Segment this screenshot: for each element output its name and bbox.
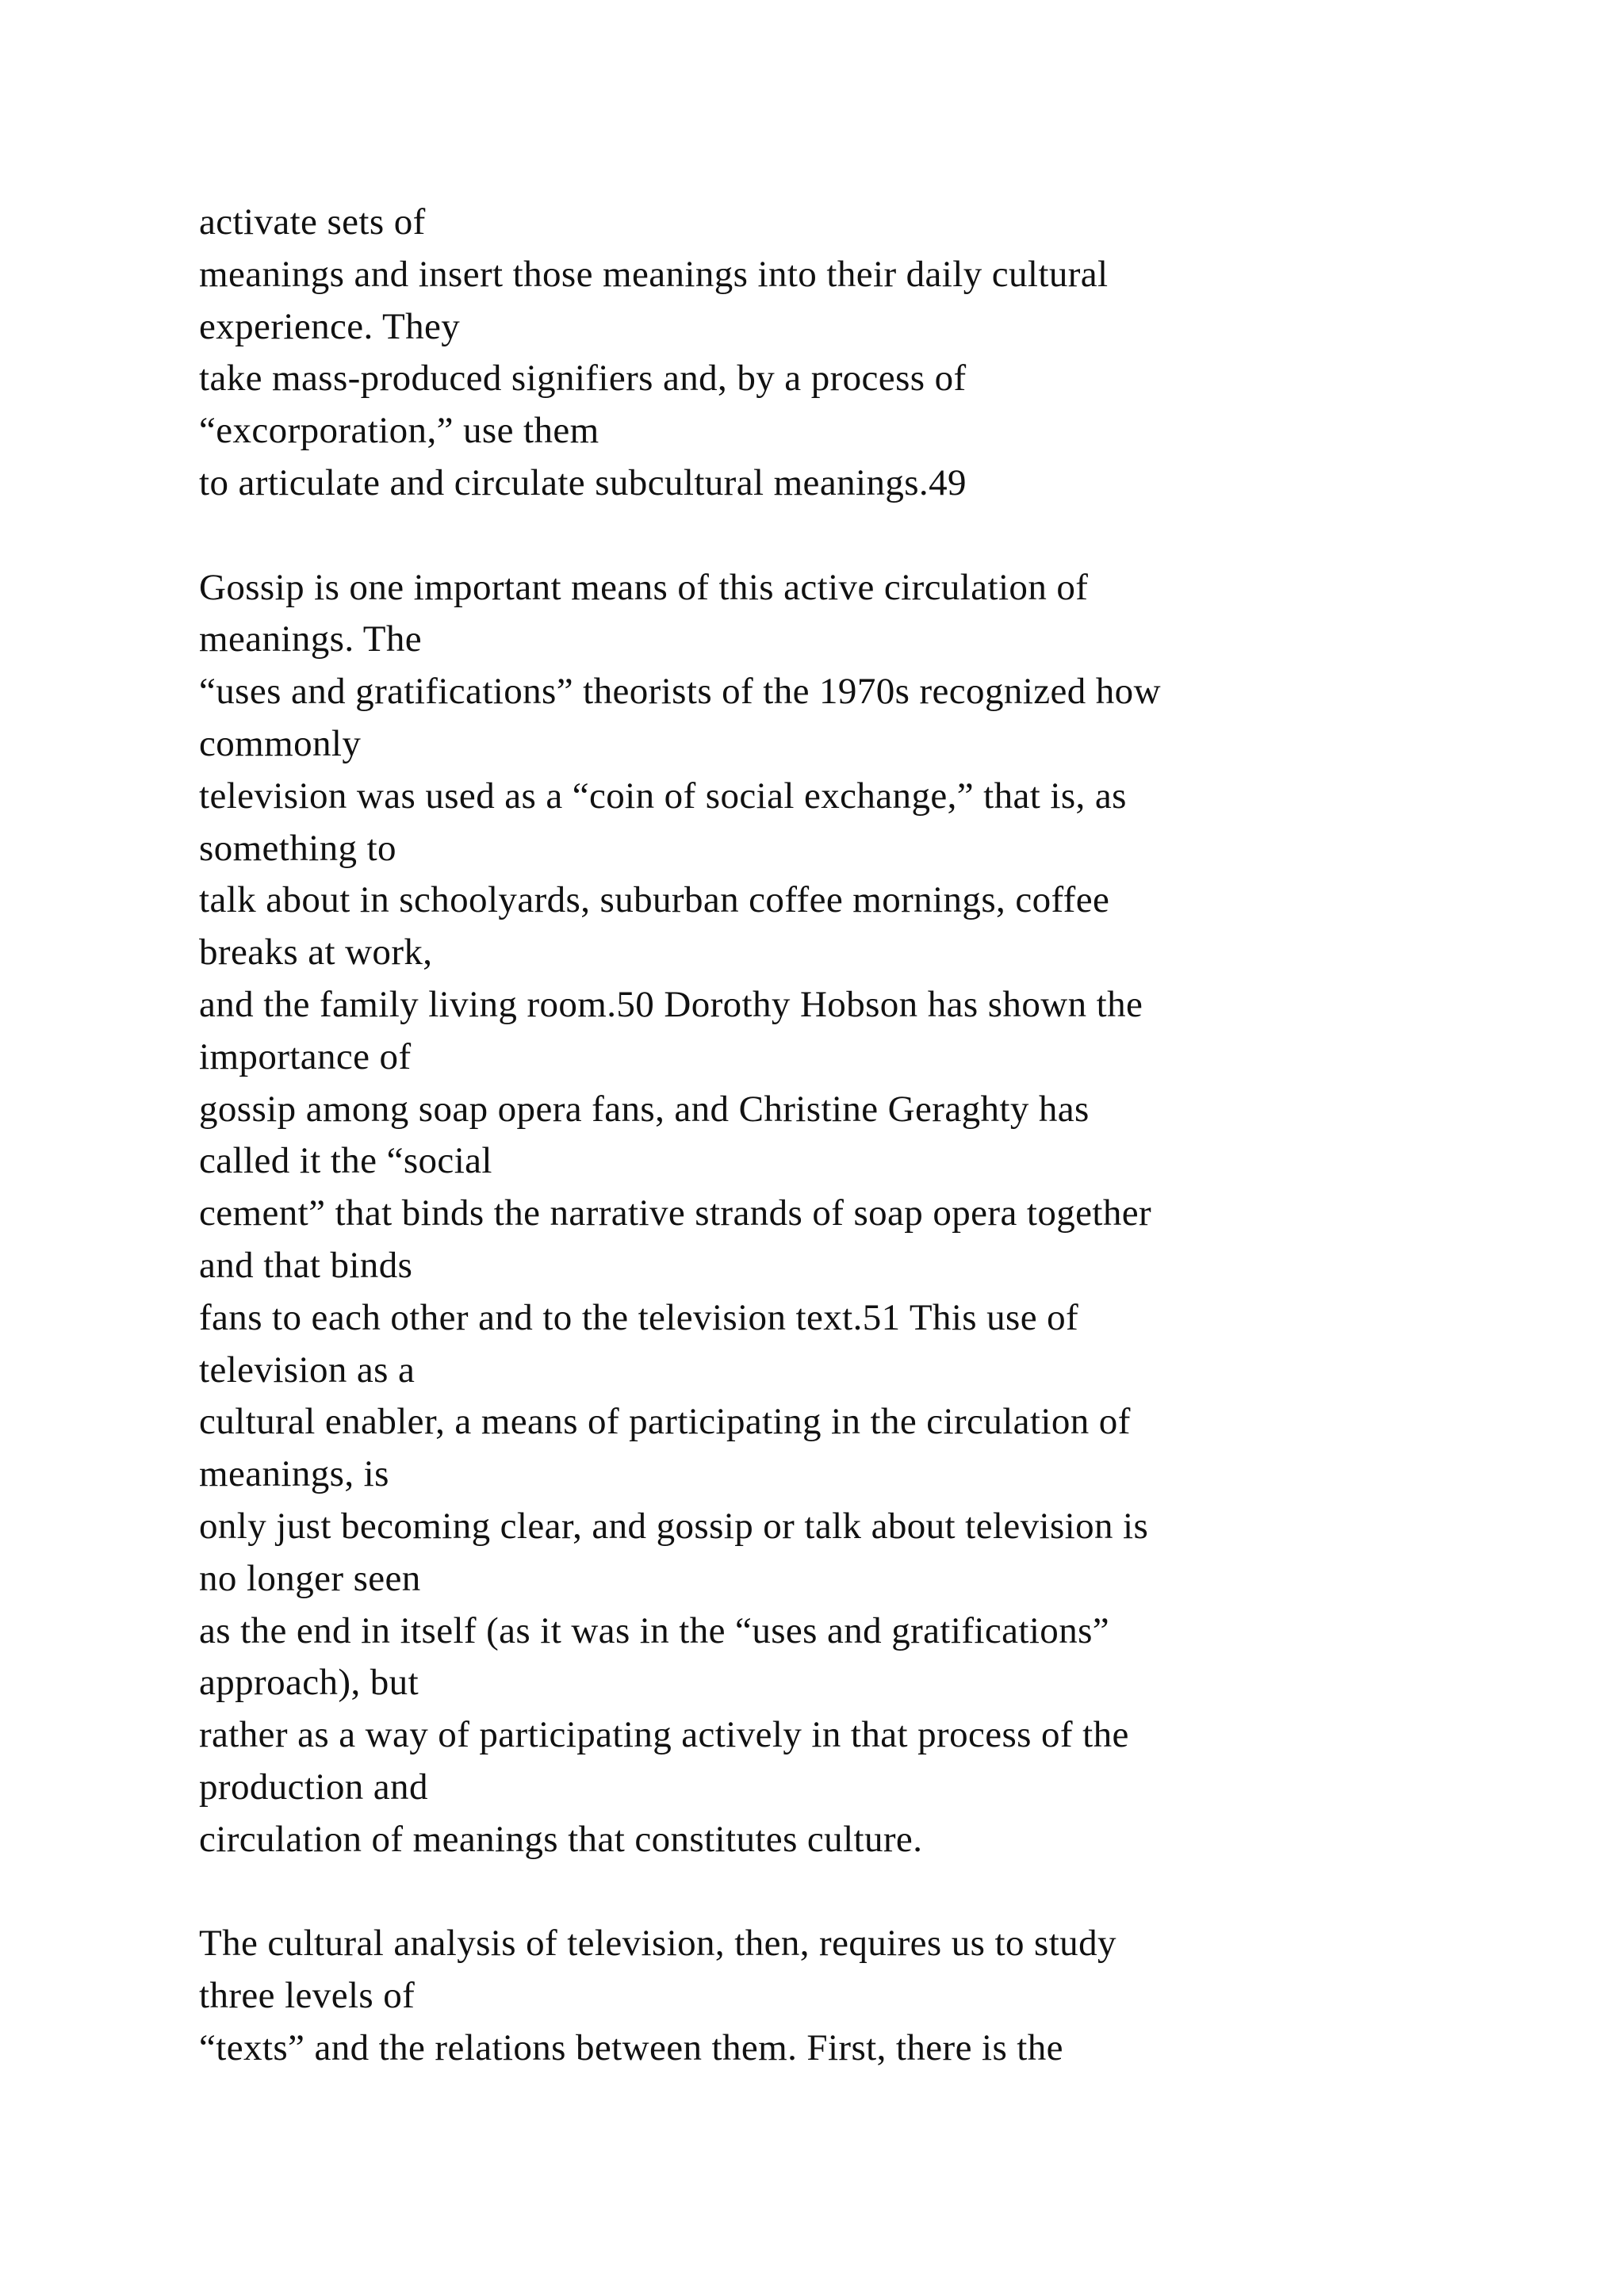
text-line: importance of: [199, 1035, 412, 1077]
text-line: meanings and insert those meanings into their daily cultural: [199, 253, 1109, 295]
paragraph-gap: [199, 510, 1563, 562]
text-line: rather as a way of participating actively in that process of the: [199, 1714, 1129, 1756]
paragraph-1: [199, 197, 1563, 510]
paragraph-3: [199, 1918, 1563, 2074]
text-line: television was used as a “coin of social exchange,” that is, as: [199, 775, 1127, 817]
text-line: cement” that binds the narrative strands of soap opera together: [199, 1192, 1152, 1234]
text-line: something to: [199, 827, 396, 869]
body-text: [199, 197, 1563, 2075]
text-line: gossip among soap opera fans, and Christine Geraghty has: [199, 1088, 1090, 1130]
text-line: circulation of meanings that constitutes culture.: [199, 1818, 923, 1860]
text-line: “excorporation,” use them: [199, 410, 599, 452]
text-line: meanings. The: [199, 618, 423, 660]
text-line: talk about in schoolyards, suburban coffee mornings, coffee: [199, 879, 1110, 921]
text-line: commonly: [199, 722, 362, 764]
text-line: three levels of: [199, 1975, 416, 2017]
text-line: experience. They: [199, 305, 461, 347]
text-line: fans to each other and to the television text.51 This use of: [199, 1296, 1079, 1338]
paragraph-gap: [199, 1866, 1563, 1919]
text-line: The cultural analysis of television, then, requires us to study: [199, 1923, 1116, 1965]
text-line: no longer seen: [199, 1557, 421, 1599]
text-line: television as a: [199, 1349, 416, 1391]
text-line: “uses and gratifications” theorists of the 1970s recognized how: [199, 671, 1161, 713]
text-line: only just becoming clear, and gossip or talk about television is: [199, 1505, 1149, 1547]
text-line: cultural enabler, a means of participating in the circulation of: [199, 1401, 1131, 1443]
text-line: take mass-produced signifiers and, by a process of: [199, 358, 967, 400]
text-line: and that binds: [199, 1244, 413, 1286]
text-line: called it the “social: [199, 1140, 492, 1182]
text-line: breaks at work,: [199, 932, 433, 974]
text-line: to articulate and circulate subcultural meanings.49: [199, 461, 967, 503]
text-line: activate sets of: [199, 201, 426, 243]
text-line: approach), but: [199, 1662, 419, 1704]
text-line: and the family living room.50 Dorothy Hobson has shown the: [199, 983, 1143, 1025]
text-line: “texts” and the relations between them. First, there is the: [199, 2026, 1063, 2068]
paragraph-2: [199, 562, 1563, 1866]
text-line: Gossip is one important means of this active circulation of: [199, 566, 1089, 608]
text-line: meanings, is: [199, 1453, 389, 1495]
text-line: as the end in itself (as it was in the “uses and gratifications”: [199, 1609, 1110, 1651]
text-line: production and: [199, 1766, 428, 1808]
